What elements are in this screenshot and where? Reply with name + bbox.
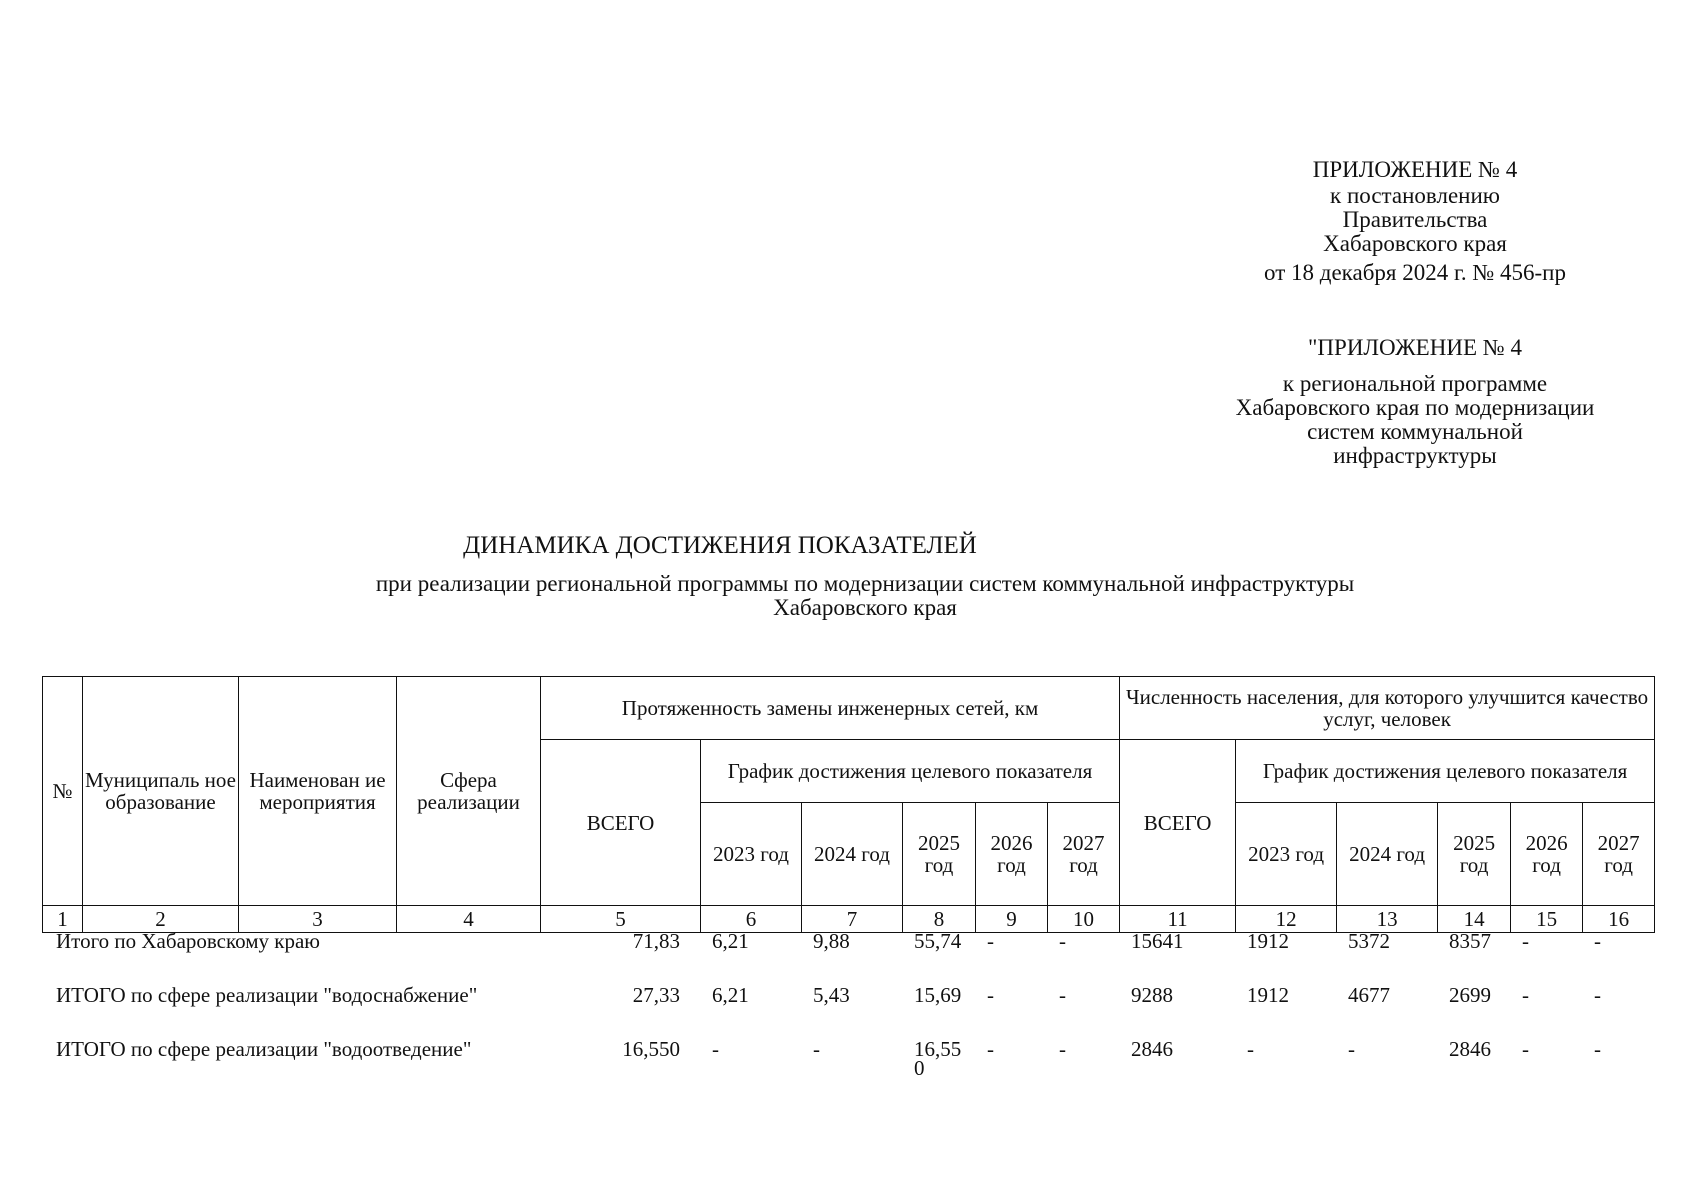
appendix-line: Правительства (1342, 207, 1488, 232)
col-number-header: № (43, 677, 83, 906)
length-2026-cell: - (987, 1037, 994, 1061)
appendix-line: Хабаровского края (1323, 231, 1507, 256)
appendix-date: от 18 декабря 2024 г. № 456-пр (1264, 260, 1566, 285)
population-2027-cell: - (1594, 1037, 1601, 1061)
col-sphere-header: Сфера реализации (397, 677, 541, 906)
column-number: 4 (397, 906, 541, 933)
program-line: Хабаровского края по модернизации (1235, 395, 1595, 420)
length-2024-cell: 9,88 (813, 929, 850, 953)
column-number: 6 (701, 906, 802, 933)
length-2023-cell: 6,21 (712, 983, 749, 1007)
length-2026-cell: - (987, 929, 994, 953)
population-year-header: 2025 год (1438, 803, 1511, 906)
population-schedule-header: График достижения целевого показателя (1236, 740, 1655, 803)
subtitle-line: при реализации региональной программы по модернизации систем коммунальной инфраструктуры (375, 571, 1355, 596)
program-line: систем коммунальной (1307, 419, 1523, 444)
length-year-header: 2023 год (701, 803, 802, 906)
length-2027-cell: - (1059, 1037, 1066, 1061)
length-total-cell: 27,33 (632, 983, 680, 1007)
length-2024-cell: - (813, 1037, 820, 1061)
length-year-header: 2027 год (1048, 803, 1120, 906)
length-2025-cell: 55,74 (914, 929, 962, 953)
length-2023-cell: 6,21 (712, 929, 749, 953)
population-2024-cell: 4677 (1348, 983, 1390, 1007)
length-year-header: 2024 год (802, 803, 903, 906)
row-label: ИТОГО по сфере реализации "водоснабжение" (56, 983, 478, 1007)
length-schedule-header: График достижения целевого показателя (701, 740, 1120, 803)
group-length-header: Протяженность замены инженерных сетей, км (541, 677, 1120, 740)
population-2027-cell: - (1594, 929, 1601, 953)
table-row (42, 1034, 1654, 1088)
program-header (1180, 336, 1650, 468)
population-2023-cell: 1912 (1247, 983, 1289, 1007)
population-2023-cell: 1912 (1247, 929, 1289, 953)
column-number: 2 (83, 906, 239, 933)
row-label: Итого по Хабаровскому краю (56, 929, 320, 953)
population-2024-cell: 5372 (1348, 929, 1390, 953)
column-number: 5 (541, 906, 701, 933)
column-number: 9 (976, 906, 1048, 933)
length-2027-cell: - (1059, 929, 1066, 953)
population-total-cell: 2846 (1131, 1037, 1173, 1061)
appendix-title: ПРИЛОЖЕНИЕ № 4 (1312, 157, 1518, 182)
column-number: 15 (1511, 906, 1583, 933)
appendix-header (1180, 158, 1650, 285)
column-number: 11 (1120, 906, 1236, 933)
document-subtitle (250, 572, 1480, 620)
column-number: 8 (903, 906, 976, 933)
column-number: 3 (239, 906, 397, 933)
population-2025-cell: 2846 (1449, 1037, 1491, 1061)
indicators-table-body (42, 926, 1654, 1088)
col-municipality-header: Муниципаль ное образование (83, 677, 239, 906)
population-year-header: 2026 год (1511, 803, 1583, 906)
population-2024-cell: - (1348, 1037, 1355, 1061)
column-number: 1 (43, 906, 83, 933)
length-total-header: ВСЕГО (541, 740, 701, 906)
program-line: к региональной программе (1282, 371, 1548, 396)
group-population-header: Численность населения, для которого улучшится качество услуг, человек (1120, 677, 1655, 740)
subtitle-line: Хабаровского края (773, 595, 957, 620)
population-total-cell: 15641 (1131, 929, 1184, 953)
population-2026-cell: - (1522, 929, 1529, 953)
population-year-header: 2023 год (1236, 803, 1337, 906)
length-2027-cell: - (1059, 983, 1066, 1007)
length-2023-cell: - (712, 1037, 719, 1061)
col-event-header: Наименован ие мероприятия (239, 677, 397, 906)
program-appendix-title: "ПРИЛОЖЕНИЕ № 4 (1308, 335, 1522, 360)
column-number: 12 (1236, 906, 1337, 933)
indicators-table-header (42, 676, 1655, 933)
length-2024-cell: 5,43 (813, 983, 850, 1007)
population-2026-cell: - (1522, 983, 1529, 1007)
table-row (42, 926, 1654, 980)
population-total-cell: 9288 (1131, 983, 1173, 1007)
appendix-line: к постановлению (1330, 183, 1500, 208)
length-year-header: 2025 год (903, 803, 976, 906)
column-number: 14 (1438, 906, 1511, 933)
population-2025-cell: 8357 (1449, 929, 1491, 953)
length-total-cell: 71,83 (632, 929, 680, 953)
population-2027-cell: - (1594, 983, 1601, 1007)
length-total-cell: 16,550 (622, 1037, 680, 1061)
column-number: 13 (1337, 906, 1438, 933)
population-year-header: 2024 год (1337, 803, 1438, 906)
row-label: ИТОГО по сфере реализации "водоотведение" (56, 1037, 472, 1061)
population-total-header: ВСЕГО (1120, 740, 1236, 906)
program-line: инфраструктуры (1333, 443, 1497, 468)
population-2023-cell: - (1247, 1037, 1254, 1061)
column-number: 16 (1583, 906, 1655, 933)
population-year-header: 2027 год (1583, 803, 1655, 906)
table-row (42, 980, 1654, 1034)
document-title: ДИНАМИКА ДОСТИЖЕНИЯ ПОКАЗАТЕЛЕЙ (463, 532, 977, 559)
column-number: 10 (1048, 906, 1120, 933)
column-number: 7 (802, 906, 903, 933)
population-2026-cell: - (1522, 1037, 1529, 1061)
population-2025-cell: 2699 (1449, 983, 1491, 1007)
length-2025-cell: 15,69 (914, 983, 962, 1007)
length-2025-cell: 16,550 (914, 1037, 962, 1080)
length-year-header: 2026 год (976, 803, 1048, 906)
length-2026-cell: - (987, 983, 994, 1007)
